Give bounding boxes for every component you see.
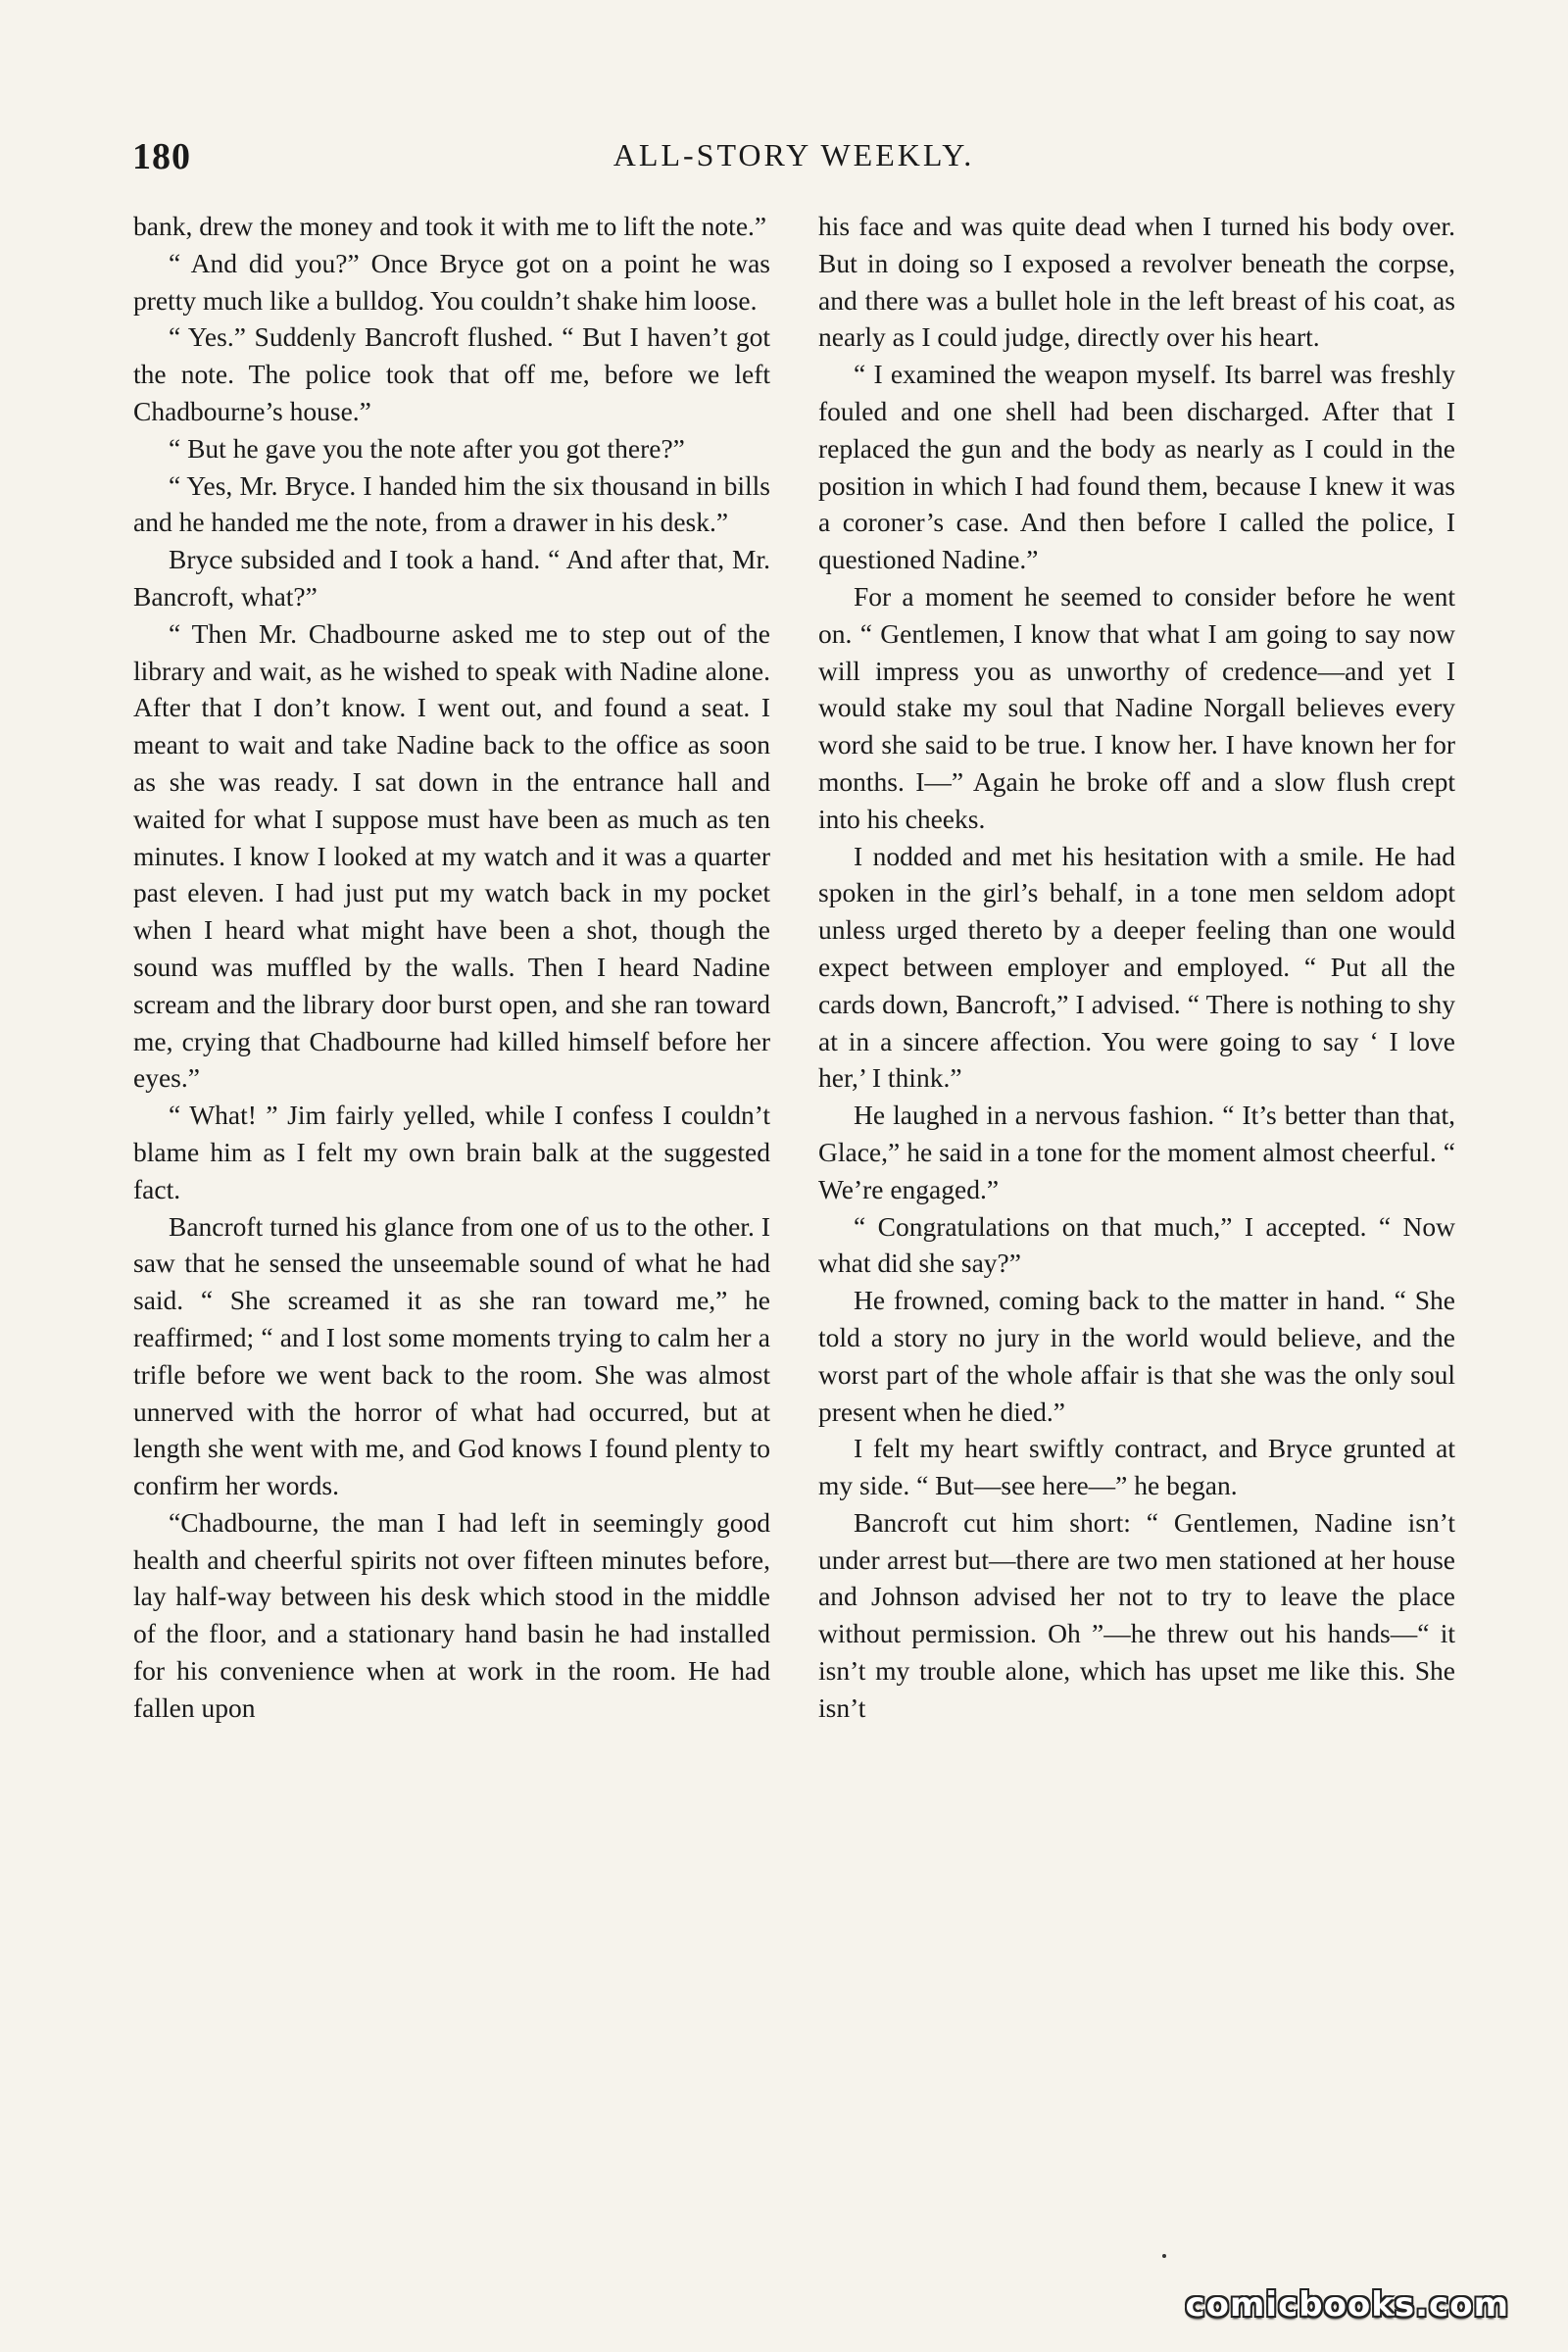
paragraph: I nodded and met his hesitation with a smile. He had spoken in the girl’s behalf, in a tone men seldom adopt unless urged thereto by a deeper feeling than one would expect between employer and employed. “ Put all the cards down, Bancroft,” I advised. “ There is nothing to shy at in a sincere affection. You were going to say ‘ I love her,’ I think.” (818, 840, 1455, 1094)
paragraph: “ Congratulations on that much,” I accepted. “ Now what did she say?” (818, 1210, 1455, 1279)
page-header (132, 135, 1455, 184)
paragraph: “ I examined the weapon myself. Its barrel was freshly fouled and one shell had been discharged. After that I replaced the gun and the body as nearly as I could in the position in which I had found them, because I knew it was a coroner’s case. And then before I called the police, I questioned Nadine.” (818, 359, 1455, 575)
paragraph: “ And did you?” Once Bryce got on a point he was pretty much like a bulldog. You couldn’t shake him loose. (133, 247, 770, 316)
print-speck (1162, 2254, 1166, 2258)
paragraph: bank, drew the money and took it with me to lift the note.” (133, 211, 767, 241)
paragraph: “ Then Mr. Chadbourne asked me to step out of the library and wait, as he wished to speak with Nadine alone. After that I don’t know. I went out, and found a seat. I meant to wait and take Nadine back to the office as soon as she was ready. I sat down in the entrance hall and waited for what I suppose must have been as much as ten minutes. I know I looked at my watch and it was a quarter past eleven. I had just put my watch back in my pocket when I heard what might have been a shot, though the sound was muffled by the walls. Then I heard Nadine scream and the library door burst open, and she ran toward me, crying that Chadbourne had killed himself before her eyes.” (133, 617, 770, 1094)
paragraph: “Chadbourne, the man I had left in seemingly good health and cheerful spirits not over fifteen minutes before, lay half-way between his desk which stood in the middle of the floor, and a stationary hand basin he had installed for his convenience when at work in the room. He had fallen upon (133, 1506, 770, 1723)
left-column (133, 208, 770, 1727)
paragraph: “ But he gave you the note after you got there?” (169, 432, 685, 464)
right-column (818, 208, 1455, 1727)
paragraph: I felt my heart swiftly contract, and Bryce grunted at my side. “ But—see here—” he began. (818, 1433, 1455, 1501)
paragraph: “ Yes, Mr. Bryce. I handed him the six thousand in bills and he handed me the note, from a drawer in his desk.” (133, 469, 770, 538)
paragraph: He laughed in a nervous fashion. “ It’s better than that, Glace,” he said in a tone for the moment almost cheerful. “ We’re engaged.” (818, 1100, 1455, 1204)
page-number: 180 (132, 136, 191, 177)
paragraph: Bryce subsided and I took a hand. “ And after that, Mr. Bancroft, what?” (133, 544, 770, 612)
paragraph: Bancroft cut him short: “ Gentlemen, Nadine isn’t under arrest but—there are two men stationed at her house and Johnson advised her not to try to leave the place without permission. Oh ”—he threw out his hands—“ it isn’t my trouble alone, which has upset me like this. She isn’t (818, 1506, 1455, 1723)
paragraph: “ Yes.” Suddenly Bancroft flushed. “ But I haven’t got the note. The police took that off me, before we left Chadbourne’s house.” (133, 321, 770, 426)
running-head: ALL-STORY WEEKLY. (612, 137, 975, 172)
paragraph: “ What! ” Jim fairly yelled, while I confess I couldn’t blame him as I felt my own brain balk at the suggested fact. (133, 1100, 770, 1204)
paragraph: For a moment he seemed to consider before he went on. “ Gentlemen, I know that what I am going to say now will impress you as unworthy of credence—and yet I would stake my soul that Nadine Norgall believes every word she said to be true. I know her. I have known her for months. I—” Again he broke off and a slow flush crept into his cheeks. (818, 580, 1455, 834)
paragraph: his face and was quite dead when I turned his body over. But in doing so I exposed a revolver beneath the corpse, and there was a bullet hole in the left breast of his coat, as nearly as I could judge, directly over his heart. (818, 211, 1455, 353)
paragraph: Bancroft turned his glance from one of us to the other. I saw that he sensed the unseemable sound of what he had said. “ She screamed it as she ran toward me,” he reaffirmed; “ and I lost some moments trying to calm her a trifle before we went back to the room. She was almost unnerved with the horror of what had occurred, but at length she went with me, and God knows I found plenty to confirm her words. (133, 1210, 770, 1501)
paragraph: He frowned, coming back to the matter in hand. “ She told a story no jury in the world would believe, and the worst part of the whole affair is that she was the only soul present when he died.” (818, 1285, 1455, 1427)
watermark: comicbooks.com (1185, 2285, 1509, 2325)
